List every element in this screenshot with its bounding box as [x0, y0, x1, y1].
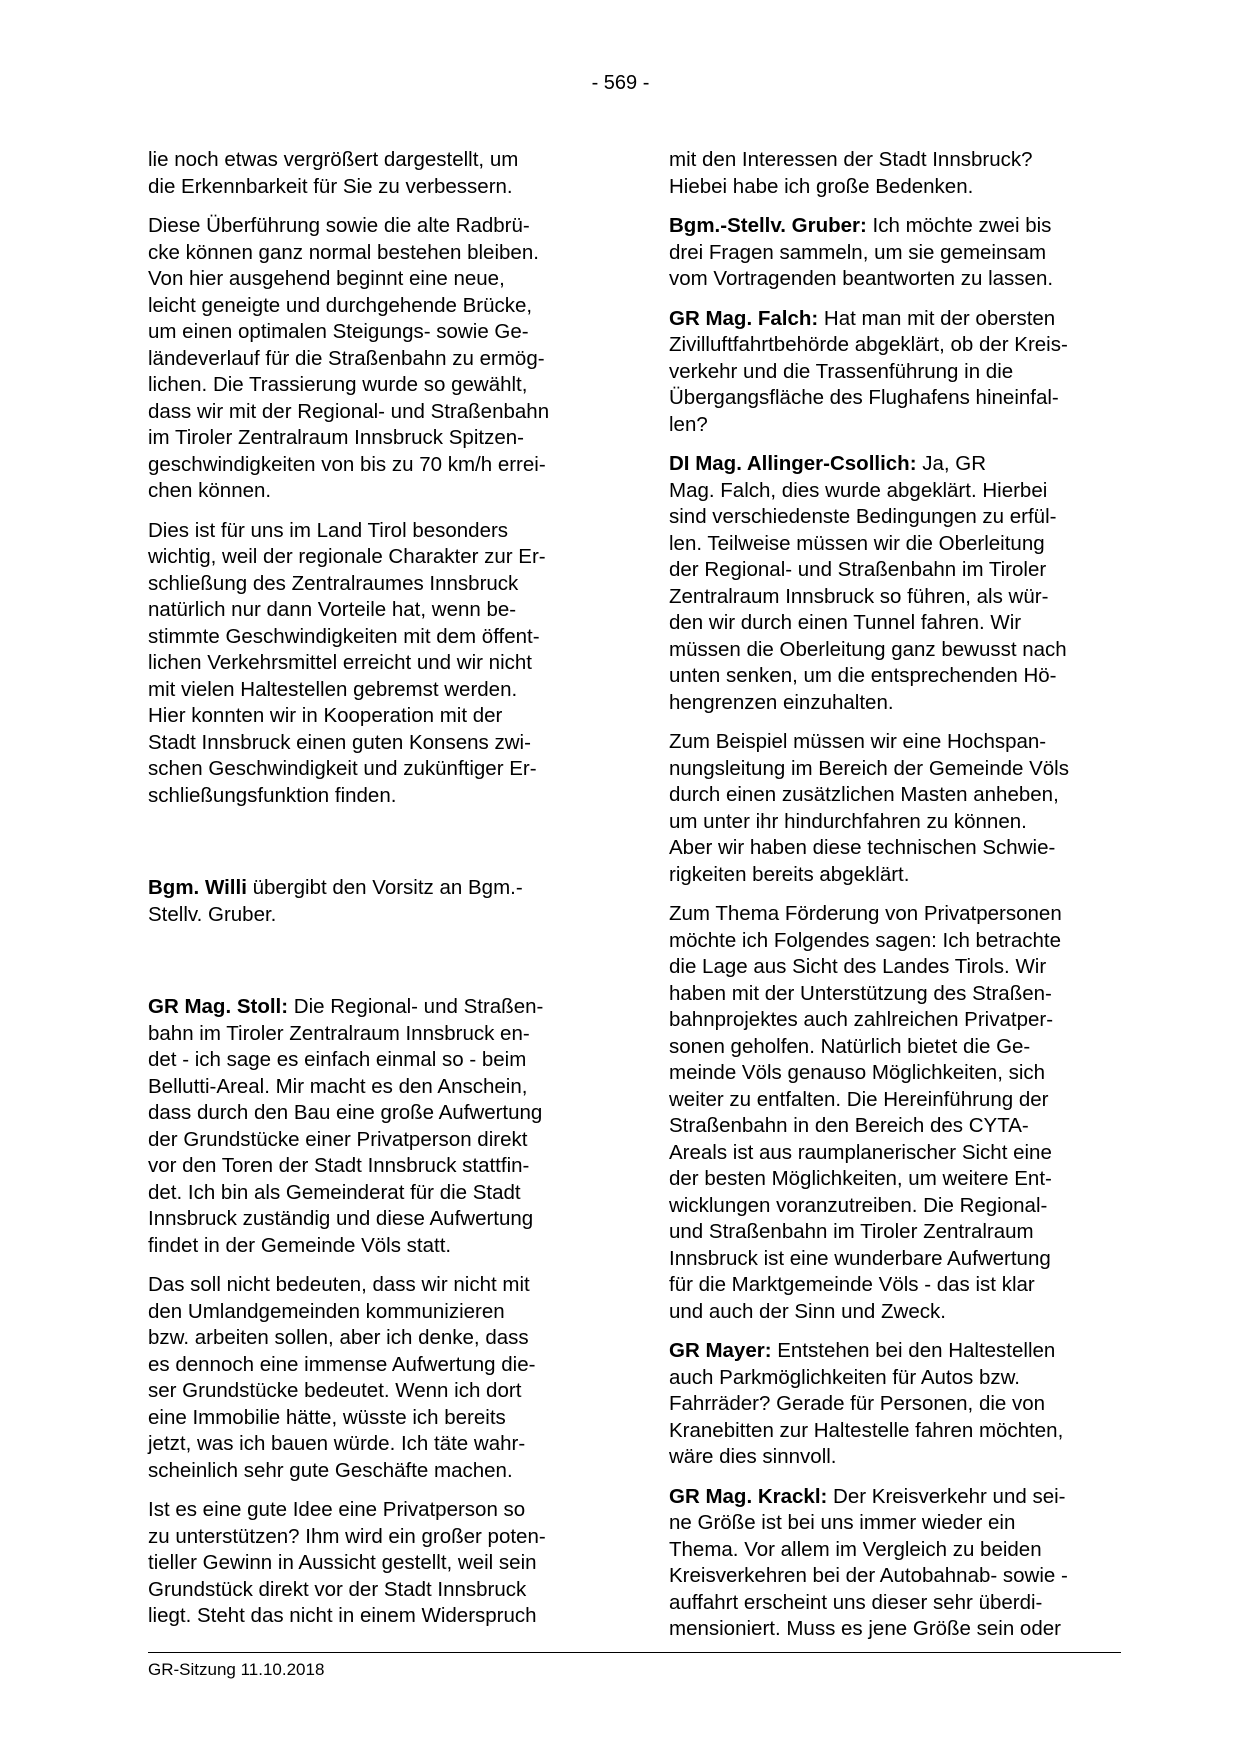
text-line: det - ich sage es einfach einmal so - beim [148, 1048, 527, 1071]
text-line: mit den Interessen der Stadt Innsbruck? [669, 148, 1033, 171]
paragraph [148, 1272, 603, 1484]
paragraph [669, 729, 1124, 888]
speaker-statement-start: Ich möchte zwei bis [866, 214, 1052, 237]
text-line: chen können. [148, 479, 272, 502]
text-line: liegt. Steht das nicht in einem Widerspruch [148, 1604, 537, 1627]
text-line: verkehr und die Trassenführung in die [669, 359, 1014, 383]
text-line: Kreisverkehren bei der Autobahnab- sowie - [669, 1564, 1068, 1587]
footer-session-date: GR-Sitzung 11.10.2018 [148, 1660, 325, 1679]
speaker-statement-start: Die Regional- und Straßen- [288, 995, 544, 1018]
text-line: Grundstück direkt vor der Stadt Innsbruck [148, 1577, 527, 1601]
speaker-statement-start: Ja, GR [916, 452, 987, 475]
text-line: sind verschiedenste Bedingungen zu erfül- [669, 505, 1057, 528]
text-line: mit vielen Haltestellen gebremst werden. [148, 677, 518, 701]
paragraph [669, 451, 1124, 716]
text-line: Areals ist aus raumplanerischer Sicht eine [669, 1140, 1052, 1164]
speaker-statement-start: übergibt den Vorsitz an Bgm.- [246, 876, 523, 899]
text-line: Stellv. Gruber. [148, 902, 277, 926]
text-line: eine Immobilie hätte, wüsste ich bereits [148, 1405, 506, 1429]
text-line: det. Ich bin als Gemeinderat für die Stadt [148, 1180, 521, 1204]
text-line: scheinlich sehr gute Geschäfte machen. [148, 1458, 513, 1482]
speaker-name: Bgm. Willi [148, 876, 247, 899]
text-line: schen Geschwindigkeit und zukünftiger Er- [148, 757, 537, 780]
text-line: mensioniert. Muss es jene Größe sein oder [669, 1617, 1061, 1640]
paragraph [669, 147, 1124, 200]
text-line: tieller Gewinn in Aussicht gestellt, weil sein [148, 1551, 537, 1574]
page-number: - 569 - [591, 72, 650, 94]
text-line: den Umlandgemeinden kommunizieren [148, 1299, 505, 1323]
text-line: weiter zu entfalten. Die Hereinführung der [669, 1087, 1049, 1111]
text-line: zu unterstützen? Ihm wird ein großer poten- [148, 1524, 546, 1548]
text-line: meinde Völs genauso Möglichkeiten, sich [669, 1061, 1046, 1084]
text-line: im Tiroler Zentralraum Innsbruck Spitzen- [148, 426, 524, 449]
text-line: den wir durch einen Tunnel fahren. Wir [669, 611, 1022, 634]
speaker-name: DI Mag. Allinger-Csollich: [669, 452, 917, 475]
text-line: Zentralraum Innsbruck so führen, als wür- [669, 584, 1049, 608]
text-line: es dennoch eine immense Aufwertung die- [148, 1352, 536, 1376]
text-line: cke können ganz normal bestehen bleiben. [148, 240, 539, 264]
text-line [669, 1484, 1124, 1511]
text-line: lichen. Die Trassierung wurde so gewählt, [148, 373, 528, 396]
text-line: lichen Verkehrsmittel erreicht und wir nicht [148, 651, 532, 674]
text-line: für die Marktgemeinde Völs - das ist klar [669, 1273, 1035, 1296]
text-line: dass durch den Bau eine große Aufwertung [148, 1101, 543, 1124]
text-line: nungsleitung im Bereich der Gemeinde Völs [669, 756, 1069, 780]
text-line: hengrenzen einzuhalten. [669, 690, 894, 714]
text-line: wäre dies sinnvoll. [669, 1445, 837, 1468]
text-line: Zum Thema Förderung von Privatpersonen [669, 902, 1062, 925]
paragraph [148, 1497, 603, 1630]
text-line: Übergangsfläche des Flughafens hineinfal- [669, 386, 1059, 409]
text-line: rigkeiten bereits abgeklärt. [669, 862, 910, 886]
text-line: die Erkennbarkeit für Sie zu verbessern. [148, 174, 513, 198]
text-line: len. Teilweise müssen wir die Oberleitung [669, 531, 1045, 555]
text-line: unten senken, um die entsprechenden Hö- [669, 664, 1057, 687]
text-line: ne Größe ist bei uns immer wieder ein [669, 1511, 1016, 1534]
paragraph [148, 147, 603, 200]
paragraph [669, 306, 1124, 439]
text-line: bahnprojektes auch zahlreichen Privatper- [669, 1008, 1054, 1031]
text-line: wichtig, weil der regionale Charakter zur Er- [148, 545, 546, 568]
right-column [669, 147, 1124, 1656]
text-line: sonen geholfen. Natürlich bietet die Ge- [669, 1034, 1031, 1058]
text-line: Innsbruck ist eine wunderbare Aufwertung [669, 1246, 1051, 1270]
text-line [669, 306, 1124, 333]
text-line: schließung des Zentralraumes Innsbruck [148, 571, 519, 595]
text-line: haben mit der Unterstützung des Straßen- [669, 981, 1052, 1005]
text-line: der Regional- und Straßenbahn im Tiroler [669, 558, 1047, 581]
text-line: müssen die Oberleitung ganz bewusst nach [669, 637, 1067, 661]
text-line [669, 451, 1124, 478]
left-column [148, 147, 603, 1643]
text-line: Mag. Falch, dies wurde abgeklärt. Hierbei [669, 478, 1048, 502]
text-line: Fahrräder? Gerade für Personen, die von [669, 1392, 1046, 1415]
paragraph-gap [148, 822, 603, 875]
text-line: vor den Toren der Stadt Innsbruck stattfin- [148, 1154, 530, 1177]
text-line: und auch der Sinn und Zweck. [669, 1299, 946, 1323]
text-line: ländeverlauf für die Straßenbahn zu ermög- [148, 346, 545, 370]
text-line: Thema. Vor allem im Vergleich zu beiden [669, 1537, 1042, 1561]
text-line [669, 1338, 1124, 1365]
speaker-statement-start: Entstehen bei den Haltestellen [771, 1339, 1056, 1362]
paragraph [669, 213, 1124, 293]
text-line: geschwindigkeiten von bis zu 70 km/h errei- [148, 452, 546, 476]
text-line: und Straßenbahn im Tiroler Zentralraum [669, 1220, 1034, 1243]
speaker-name: GR Mag. Stoll: [148, 995, 289, 1018]
text-line: Kranebitten zur Haltestelle fahren möchten, [669, 1418, 1064, 1442]
paragraph [669, 901, 1124, 1325]
text-line: jetzt, was ich bauen würde. Ich täte wahr- [148, 1432, 526, 1455]
text-line: len? [669, 412, 708, 436]
speaker-statement-start: Der Kreisverkehr und sei- [827, 1484, 1066, 1508]
text-line: Stadt Innsbruck einen guten Konsens zwi- [148, 730, 531, 754]
text-line: stimmte Geschwindigkeiten mit dem öffent- [148, 624, 540, 648]
text-line: findet in der Gemeinde Völs statt. [148, 1233, 452, 1257]
text-line [148, 994, 603, 1021]
text-line: der besten Möglichkeiten, um weitere Ent- [669, 1167, 1052, 1190]
speaker-name: GR Mayer: [669, 1339, 772, 1362]
paragraph [669, 1484, 1124, 1643]
text-line: auch Parkmöglichkeiten für Autos bzw. [669, 1365, 1020, 1389]
paragraph [148, 213, 603, 505]
text-line: Straßenbahn in den Bereich des CYTA- [669, 1114, 1029, 1137]
text-line: auffahrt erscheint uns dieser sehr überdi- [669, 1590, 1043, 1614]
text-line: vom Vortragenden beantworten zu lassen. [669, 267, 1054, 290]
paragraph [148, 518, 603, 810]
speaker-statement-start: Hat man mit der obersten [818, 306, 1056, 330]
text-line: Von hier ausgehend beginnt eine neue, [148, 267, 505, 290]
paragraph [669, 1338, 1124, 1471]
text-line: der Grundstücke einer Privatperson direkt [148, 1127, 528, 1151]
text-line: Bellutti-Areal. Mir macht es den Anschein, [148, 1074, 528, 1098]
text-line: lie noch etwas vergrößert dargestellt, um [148, 148, 519, 171]
text-line: die Lage aus Sicht des Landes Tirols. Wir [669, 955, 1047, 978]
text-line: Ist es eine gute Idee eine Privatperson so [148, 1498, 526, 1521]
text-line: Zum Beispiel müssen wir eine Hochspan- [669, 730, 1047, 753]
text-line: Hier konnten wir in Kooperation mit der [148, 704, 503, 727]
text-line: möchte ich Folgendes sagen: Ich betrachte [669, 928, 1062, 952]
text-line: ser Grundstücke bedeutet. Wenn ich dort [148, 1379, 522, 1402]
text-line: durch einen zusätzlichen Masten anheben, [669, 783, 1059, 806]
paragraph [148, 994, 603, 1259]
speaker-name: Bgm.-Stellv. Gruber: [669, 214, 867, 237]
text-line: Dies ist für uns im Land Tirol besonders [148, 518, 509, 542]
text-line: Diese Überführung sowie die alte Radbrü- [148, 214, 530, 237]
text-line: um einen optimalen Steigungs- sowie Ge- [148, 320, 529, 343]
text-line: Aber wir haben diese technischen Schwie- [669, 836, 1056, 859]
paragraph-gap [148, 941, 603, 994]
speaker-name: GR Mag. Krackl: [669, 1484, 828, 1508]
text-line: leicht geneigte und durchgehende Brücke, [148, 293, 533, 317]
text-line: schließungsfunktion finden. [148, 783, 397, 807]
text-line: Zivilluftfahrtbehörde abgeklärt, ob der Kreis- [669, 333, 1068, 356]
text-line: wicklungen voranzutreiben. Die Regional- [669, 1193, 1048, 1217]
text-line: bahn im Tiroler Zentralraum Innsbruck en- [148, 1021, 530, 1045]
text-line: Das soll nicht bedeuten, dass wir nicht mit [148, 1273, 530, 1296]
text-line: drei Fragen sammeln, um sie gemeinsam [669, 240, 1047, 264]
text-line: Hiebei habe ich große Bedenken. [669, 174, 974, 198]
text-line: um unter ihr hindurchfahren zu können. [669, 809, 1027, 833]
text-line [148, 875, 603, 902]
speaker-name: GR Mag. Falch: [669, 306, 819, 330]
text-line: bzw. arbeiten sollen, aber ich denke, dass [148, 1326, 529, 1349]
paragraph [148, 875, 603, 928]
text-line: dass wir mit der Regional- und Straßenbahn [148, 399, 550, 423]
text-line [669, 213, 1124, 240]
footer-divider [148, 1652, 1121, 1653]
text-line: natürlich nur dann Vorteile hat, wenn be- [148, 598, 517, 621]
text-line: Innsbruck zuständig und diese Aufwertung [148, 1207, 534, 1230]
